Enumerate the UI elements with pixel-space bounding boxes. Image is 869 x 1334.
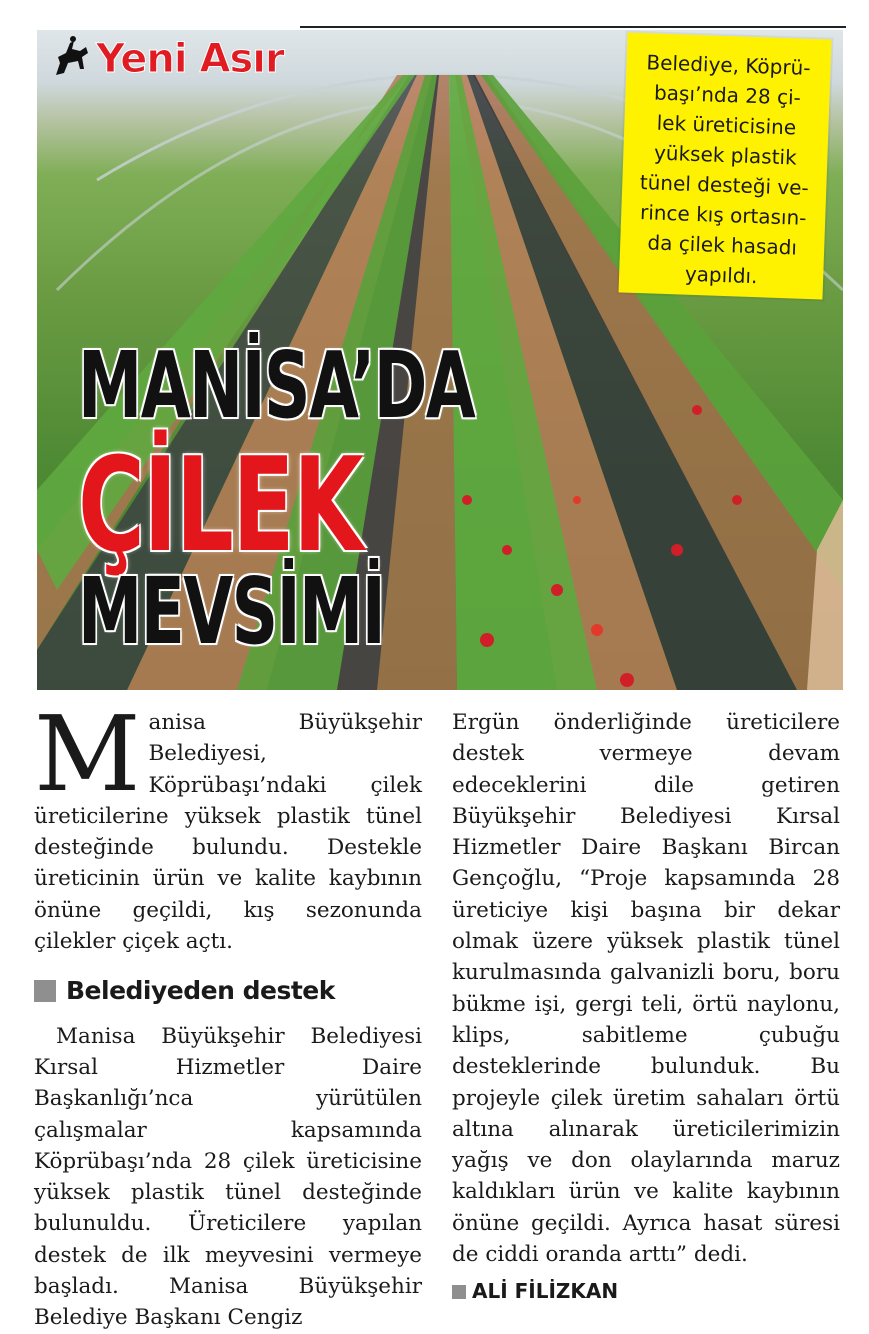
top-rule	[300, 26, 846, 28]
headline-line-1: MANİSA’DA	[78, 332, 475, 439]
author-name: ALİ FİLİZKAN	[472, 1279, 619, 1304]
body-paragraph-2: Ergün önderliğinde üreticilere destek vermeye devam edeceklerini dile getiren Büyükşehir Belediyesi Kırsal Hizmetler Daire Başkanı Bircan Gençoğlu, “Proje kapsamında 28 üreticiye kişi başına bir dekar olmak üzere yüksek plastik tünel kurulmasında galvanizli boru, boru bükme işi, gergi teli, örtü naylonu, klips, sabitleme çubuğu desteklerinde bulunduk. Bu projeyle çilek üretim sahaları örtü altına alınarak üreticilerimizin yağış ve don olaylarında maruz kaldıkları ürün ve kalite kaybının önüne geçildi. Ayrıca hasat süresi de ciddi oranda arttı” dedi.	[452, 710, 840, 1268]
yellow-callout-box	[619, 33, 832, 300]
body-paragraph-1: Manisa Büyükşehir Belediyesi Kırsal Hizmetler Daire Başkanlığı’nca yürütülen çalışmalar kapsamında Köprübaşı’nda 28 çilek üreticisine yüksek plastik tünel desteğinde bulunuldu. Üreticilere yapılan destek de ilk meyvesini vermeye başladı. Manisa Büyükşehir Belediye Başkanı Cengiz	[34, 1023, 422, 1331]
callout-line: da çilek hasadı	[647, 230, 798, 260]
subheading	[34, 975, 422, 1006]
headline-line-2: ÇİLEK	[78, 429, 363, 581]
yeni-asir-logo	[52, 34, 284, 84]
article-column-2	[452, 707, 840, 1308]
drop-cap: M	[34, 693, 141, 815]
article-column-1	[34, 693, 422, 1334]
callout-line: yüksek plastik	[653, 140, 798, 170]
headline-line-3: MEVSİMİ	[78, 558, 385, 665]
callout-line: Belediye, Köprü-	[646, 50, 811, 80]
subheading-text: Belediyeden destek	[66, 976, 335, 1006]
horse-rider-icon	[52, 35, 92, 83]
lead-text: anisa Büyükşehir Belediyesi, Köprübaşı’ndaki çilek üreticilerine yüksek plastik tünel desteğinde bulundu. Destekle üreticinin ürün ve kalite kaybının önüne geçildi, kış sezonunda çilekler çiçek açtı.	[34, 710, 422, 955]
logo-text: Yeni Asır	[96, 36, 284, 82]
callout-line: başı’nda 28 çi-	[653, 80, 802, 110]
callout-line: yapıldı.	[684, 261, 758, 289]
callout-line: rince kış ortasın-	[639, 200, 807, 230]
lead-paragraph	[34, 693, 422, 957]
callout-line: lek üreticisine	[656, 110, 797, 140]
square-bullet-icon	[34, 980, 56, 1002]
callout-line: tünel desteği ve-	[639, 170, 810, 200]
